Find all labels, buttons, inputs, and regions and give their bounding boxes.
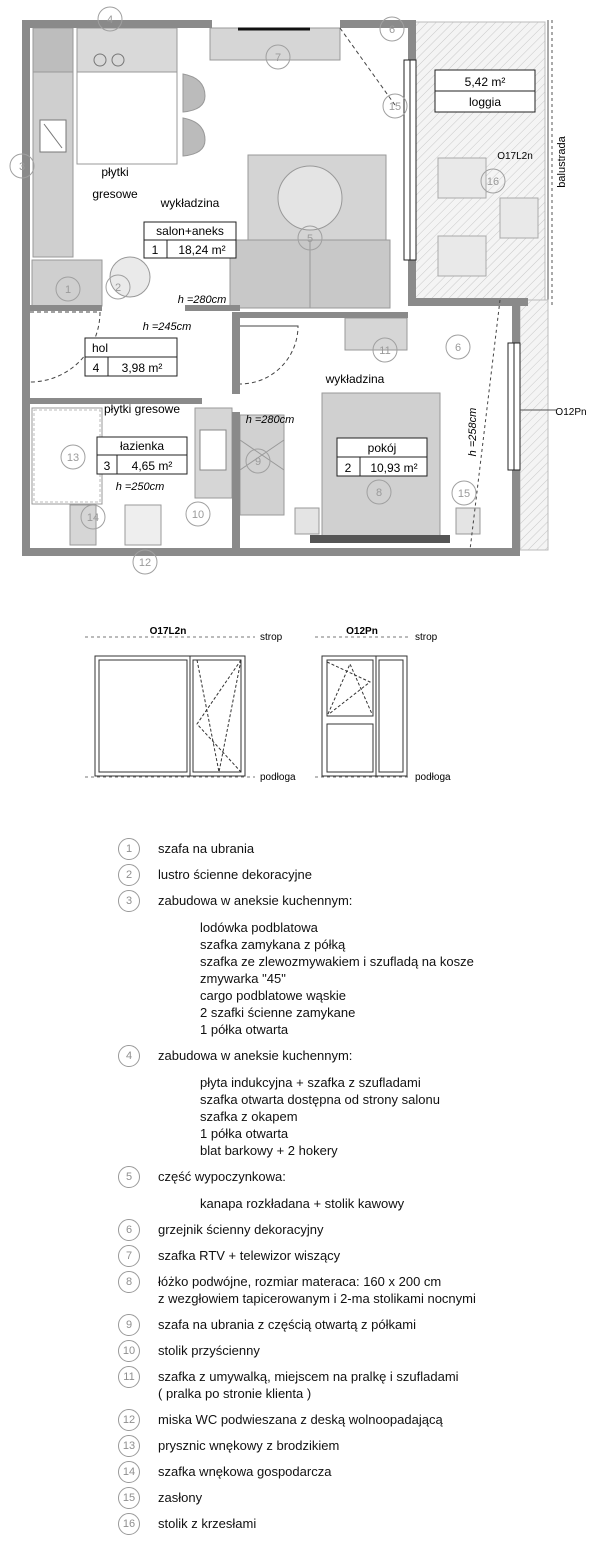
svg-text:16: 16 (486, 176, 500, 188)
sofa-area (230, 155, 390, 308)
legend-num: 3 (118, 890, 140, 912)
legend-text: szafka RTV + telewizor wiszący (158, 1248, 341, 1263)
height-right: h =258cm (467, 407, 479, 457)
legend-sub-item: szafka zamykana z półką (200, 937, 346, 952)
legend-sub-item: szafka ze zlewozmywakiem i szufladą na kosze (200, 954, 474, 969)
pokoj-area: 10,93 m² (370, 461, 418, 475)
legend-item-13 (118, 1437, 588, 1454)
pokoj-height-left: h =280cm (245, 414, 295, 426)
elev-right-podloga: podłoga (415, 772, 451, 783)
legend-text: szafka z umywalką, miejscem na pralkę i szufladami (158, 1369, 459, 1384)
legend-sub-item: 2 szafki ścienne zamykane (200, 1005, 356, 1020)
elev-left-title: O17L2n (149, 626, 187, 637)
pokoj-floor: wykładzina (325, 372, 385, 386)
hol-name: hol (91, 341, 109, 355)
svg-text:5: 5 (306, 233, 314, 245)
svg-text:4: 4 (106, 14, 114, 26)
svg-text:11: 11 (379, 345, 391, 357)
legend-item-2 (118, 866, 588, 883)
legend-num: 7 (118, 1245, 140, 1267)
salon-surface: płytki (101, 165, 129, 179)
legend-sub-item: szafka otwarta dostępna od strony salonu (200, 1092, 440, 1107)
wall-table (345, 318, 407, 350)
legend-sub-item: zmywarka "45" (200, 971, 286, 986)
floor-plan (0, 0, 600, 620)
legend-sub-item: blat barkowy + 2 hokery (200, 1143, 338, 1158)
legend-text: szafa na ubrania z częścią otwartą z półkami (158, 1317, 416, 1332)
legend-item-8 (118, 1273, 588, 1307)
salon-num: 1 (151, 243, 159, 257)
legend-text: zabudowa w aneksie kuchennym: (158, 893, 353, 908)
loggia (415, 20, 552, 305)
legend-text: łóżko podwójne, rozmiar materaca: 160 x 200 cm (158, 1274, 442, 1289)
legend-num: 11 (118, 1366, 140, 1388)
legend-text: zabudowa w aneksie kuchennym: (158, 1048, 353, 1063)
legend-sub-item: płyta indukcyjna + szafka z szufladami (200, 1075, 421, 1090)
salon-surface-2: gresowe (92, 187, 138, 201)
lazienka-area: 4,65 m² (131, 459, 173, 473)
elev-left-strop: strop (260, 632, 283, 643)
svg-text:9: 9 (254, 456, 262, 468)
elev-right-title: O12Pn (346, 626, 378, 637)
legend-item-16 (118, 1515, 588, 1532)
svg-text:15: 15 (457, 488, 471, 500)
loggia-name: loggia (468, 95, 502, 109)
window-elevations (0, 620, 600, 800)
svg-text:7: 7 (274, 52, 282, 64)
pokoj-name: pokój (367, 441, 397, 455)
lazienka-name: łazienka (119, 439, 165, 453)
legend-num: 12 (118, 1409, 140, 1431)
window-top-label: O17L2n (497, 151, 533, 162)
legend-item-10 (118, 1342, 588, 1359)
legend-sub-item: kanapa rozkładana + stolik kawowy (200, 1196, 405, 1211)
wardrobe (32, 260, 102, 306)
legend-text-2: z wezgłowiem tapicerowanym i 2-ma stolikami nocnymi (158, 1291, 476, 1306)
legend-item-15 (118, 1489, 588, 1506)
salon-name: salon+aneks (156, 224, 224, 238)
loggia-area: 5,42 m² (464, 75, 506, 89)
legend-num: 2 (118, 864, 140, 886)
legend-sub-item: 1 półka otwarta (200, 1126, 289, 1141)
svg-text:10: 10 (191, 509, 205, 521)
legend-num: 13 (118, 1435, 140, 1457)
svg-text:14: 14 (86, 512, 100, 524)
legend-text: szafa na ubrania (158, 841, 255, 856)
pokoj-num: 2 (344, 461, 352, 475)
svg-text:2: 2 (114, 282, 122, 294)
legend-num: 9 (118, 1314, 140, 1336)
svg-text:1: 1 (64, 284, 72, 296)
legend-num: 6 (118, 1219, 140, 1241)
legend-num: 10 (118, 1340, 140, 1362)
lazienka-surface: płytki gresowe (103, 402, 181, 416)
legend-num: 16 (118, 1513, 140, 1535)
legend-sub-item: lodówka podblatowa (200, 920, 318, 935)
legend-text: część wypoczynkowa: (158, 1169, 286, 1184)
elev-left-window (95, 656, 245, 776)
legend-num: 4 (118, 1045, 140, 1067)
svg-text:6: 6 (454, 342, 462, 354)
legend-text: zasłony (158, 1490, 203, 1505)
legend-item-7 (118, 1247, 588, 1264)
svg-text:6: 6 (388, 24, 396, 36)
legend-num: 1 (118, 838, 140, 860)
legend-item-1 (118, 840, 588, 857)
legend-text: grzejnik ścienny dekoracyjny (158, 1222, 324, 1237)
lazienka-num: 3 (103, 459, 111, 473)
hol-num: 4 (92, 361, 100, 375)
legend-item-12 (118, 1411, 588, 1428)
legend-text: prysznic wnękowy z brodzikiem (158, 1438, 340, 1453)
legend-sub-item: 1 półka otwarta (200, 1022, 289, 1037)
legend-num: 15 (118, 1487, 140, 1509)
legend-item-4 (118, 1047, 588, 1159)
legend-item-6 (118, 1221, 588, 1238)
legend-text: stolik przyścienny (158, 1343, 260, 1358)
lazienka-height: h =250cm (115, 481, 165, 493)
salon-floor: wykładzina (160, 196, 220, 210)
legend-num: 8 (118, 1271, 140, 1293)
legend-text: szafka wnękowa gospodarcza (158, 1464, 332, 1479)
legend-num: 5 (118, 1166, 140, 1188)
window-right-label: O12Pn (555, 407, 587, 418)
salon-area: 18,24 m² (178, 243, 226, 257)
elev-left-podloga: podłoga (260, 772, 296, 783)
legend-text: stolik z krzesłami (158, 1516, 257, 1531)
legend-sub-item: cargo podblatowe wąskie (200, 988, 346, 1003)
legend (118, 840, 588, 1541)
legend-text-2: ( pralka po stronie klienta ) (158, 1386, 312, 1401)
legend-sub-item: szafka z okapem (200, 1109, 298, 1124)
elev-right-strop: strop (415, 632, 438, 643)
elev-right-window (322, 656, 407, 776)
salon-height: h =280cm (177, 294, 227, 306)
legend-item-9 (118, 1316, 588, 1333)
legend-item-11 (118, 1368, 588, 1402)
legend-item-14 (118, 1463, 588, 1480)
hol-height: h =245cm (142, 321, 192, 333)
svg-text:3: 3 (18, 161, 26, 173)
legend-item-3 (118, 892, 588, 1038)
svg-text:15: 15 (388, 101, 402, 113)
svg-text:12: 12 (138, 557, 152, 569)
balustrada-label: balustrada (556, 136, 568, 188)
legend-text: miska WC podwieszana z deską wolnoopadającą (158, 1412, 443, 1427)
hol-area: 3,98 m² (121, 361, 163, 375)
svg-text:13: 13 (66, 452, 80, 464)
legend-item-5 (118, 1168, 588, 1212)
svg-text:8: 8 (375, 487, 383, 499)
legend-text: lustro ścienne dekoracyjne (158, 867, 312, 882)
legend-num: 14 (118, 1461, 140, 1483)
